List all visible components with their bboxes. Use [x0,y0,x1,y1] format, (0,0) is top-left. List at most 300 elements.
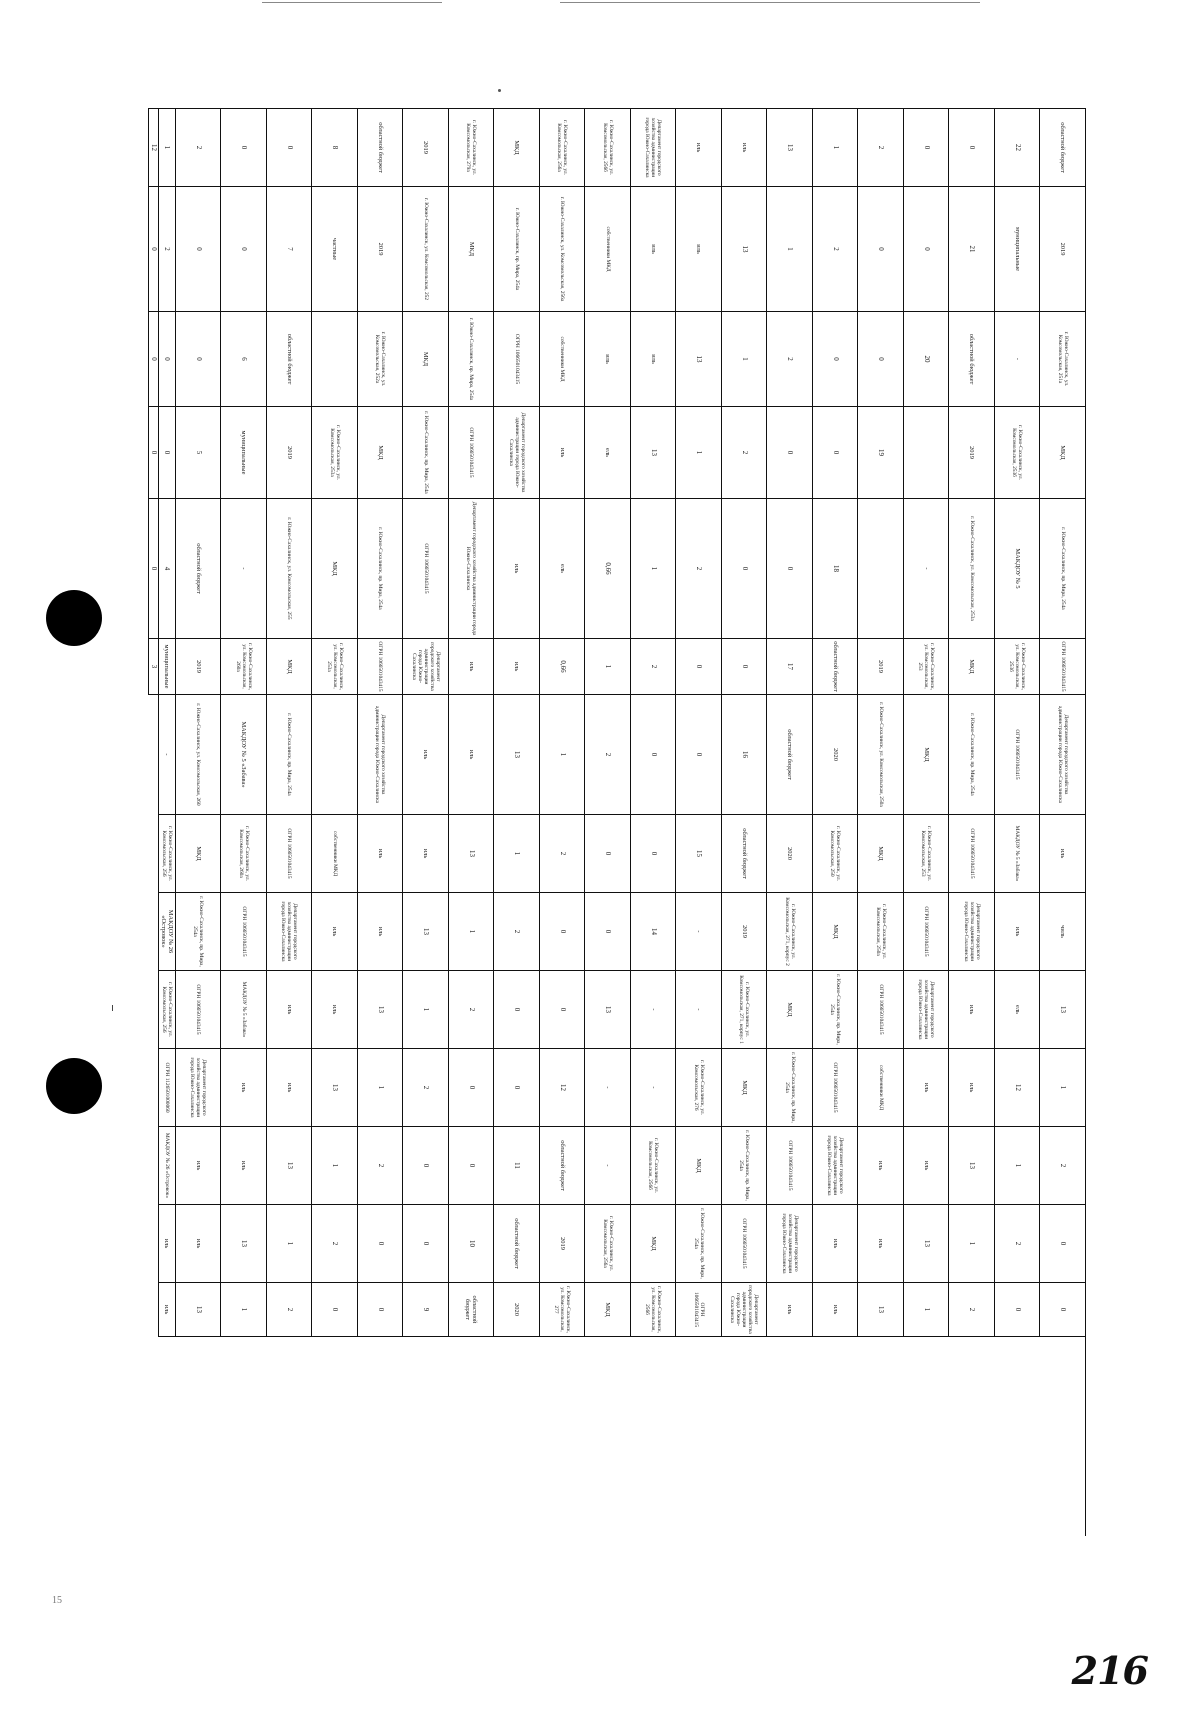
table-cell: ОГРН 1066501043415 [812,1049,858,1127]
table-cell: ОГРН 1066501043415 [994,695,1040,815]
table-cell: ОГРН 1066501043415 [1040,639,1086,695]
table-cell: 0 [148,187,158,312]
table-cell: частные [312,187,358,312]
row-number: 9 [403,1283,449,1337]
table-cell: 1 [721,312,767,407]
table-cell: ель [994,971,1040,1049]
table-cell: 0 [812,407,858,499]
table-cell: 2020 [494,1283,540,1337]
table-cell: г. Южно-Сахалинск, ул. Комсомольская, 260а [221,639,267,695]
table-cell: - [221,499,267,639]
table-cell: г. Южно-Сахалинск, пр. Мира, 254а [812,971,858,1049]
table-cell: 2 [175,109,221,187]
table-cell: МКД [812,893,858,971]
table-cell: г. Южно-Сахалинск, пр. Мира, 254а [357,499,403,639]
table-cell: иль [539,407,585,499]
table-cell: 12 [148,109,158,187]
table-cell: 0 [175,187,221,312]
table-cell: 0 [994,1283,1040,1337]
table-cell: собственники МКД [312,815,358,893]
table-cell: 2 [539,815,585,893]
table-cell: ОГРН 1066501043415 [858,971,904,1049]
row-number: 20 [903,312,949,407]
table-cell: 13 [949,1127,995,1205]
table-cell: г. Южно-Сахалинск, пр. Мира, 254а [721,1127,767,1205]
table-cell: иль [630,187,676,312]
table-cell: 0 [148,499,158,639]
table-cell: иль [903,1049,949,1127]
table-cell: муниципальные [994,187,1040,312]
table-cell: иль [266,971,312,1049]
table-cell: МАКДОУ № 5 «Забава» [221,695,267,815]
table-cell: 1 [676,407,722,499]
table-cell: 2019 [403,109,449,187]
table-cell: областной бюджет [812,639,858,695]
table-cell: Департамент городского хозяйства администрации города Южно-Сахалинска [767,1205,813,1283]
table-cell: г. Южно-Сахалинск, ул. Комсомольская, 260а [221,815,267,893]
table-cell: МКД [494,109,540,187]
margin-mark: 15 [52,1595,62,1606]
table-cell: иль [448,639,494,695]
table-cell: 0 [676,639,722,695]
row-number: 4 [158,499,175,639]
table-cell: 1 [357,1049,403,1127]
table-cell: иль [949,971,995,1049]
table-cell: 1 [585,639,631,695]
table-cell: - [585,1049,631,1127]
table-cell: областной бюджет [767,695,813,815]
row-number: 12 [539,1049,585,1127]
table-cell: 0 [357,1283,403,1337]
table-cell: 1 [312,1127,358,1205]
table-cell: 0 [676,695,722,815]
table-cell: МАКДОУ № 26 «Островок» [158,893,175,971]
registry-grid [148,108,1086,1536]
table-cell: г. Южно-Сахалинск, ул. Комсомольская, 279а [448,109,494,187]
table-cell: чиль [1040,893,1086,971]
table-cell: 2020 [812,695,858,815]
table-cell: МКД [903,695,949,815]
table-cell: МКД [403,312,449,407]
table-cell: областной бюджет [1040,109,1086,187]
table-cell: 2 [812,187,858,312]
table-cell: г. Южно-Сахалинск, ул. Комсомольская, 256б [585,109,631,187]
table-cell: 2019 [357,187,403,312]
table-cell: ОГРН 1066501043415 [676,1283,722,1337]
table-cell: 0 [630,815,676,893]
table-cell: иль [721,109,767,187]
table-cell: собственники МКД [858,1049,904,1127]
table-cell: 2 [585,695,631,815]
table-cell: 2 [266,1283,312,1337]
table-cell: 0 [903,109,949,187]
table-cell: 0 [494,971,540,1049]
table-cell: 2019 [1040,187,1086,312]
table-cell: ОГРН 1066501043415 [266,815,312,893]
table-cell: иль [494,639,540,695]
table-cell: 2 [403,1049,449,1127]
table-cell: Департамент городского хозяйства администрации города Южно-Сахалинска [403,639,449,695]
table-cell: МКД [1040,407,1086,499]
row-number: 16 [721,695,767,815]
table-cell: Департамент городского хозяйства администрации города Южно-Сахалинска [175,1049,221,1127]
table-cell: г. Южно-Сахалинск, ул. Комсомольская, 256а [539,109,585,187]
table-cell: 1 [403,971,449,1049]
row-number: 7 [266,187,312,312]
table-cell: г. Южно-Сахалинск, пр. Мира, 254а [494,187,540,312]
table-cell: МКД [266,639,312,695]
table-cell: иль [403,695,449,815]
table-cell: 0 [858,312,904,407]
table-cell: г. Южно-Сахалинск, ул. Комсомольская, 253 [903,639,949,695]
table-cell: иль [812,1205,858,1283]
table-cell: 0 [721,639,767,695]
row-number: 15 [676,815,722,893]
table-cell: иль [494,499,540,639]
table-cell: МАКДОУ № 5 «Забава» [994,815,1040,893]
table-cell: - [676,971,722,1049]
table-cell: МКД [585,1283,631,1337]
table-cell: ОГРН 1066501043415 [949,815,995,893]
table-cell: Департамент городского хозяйства администрации города Южно-Сахалинска [721,1283,767,1337]
table-cell: 0 [539,971,585,1049]
table-cell: 0 [448,1049,494,1127]
table-cell: Департамент городского хозяйства администрации города Южно-Сахалинска [812,1127,858,1205]
table-cell: 2019 [175,639,221,695]
table-cell: 13 [1040,971,1086,1049]
table-cell: ОГРН 1066501043415 [494,312,540,407]
table-cell: 13 [721,187,767,312]
table-cell: г. Южно-Сахалинск, ул. Комсомольская, 250а [858,695,904,815]
table-cell: иль [312,893,358,971]
table-cell: 2019 [266,407,312,499]
table-cell: ОГРН 1066501043415 [448,407,494,499]
table-cell: иль [676,187,722,312]
table-cell: 0 [403,1205,449,1283]
table-cell: 13 [858,1283,904,1337]
row-number: 3 [148,639,158,695]
table-cell: 1 [767,187,813,312]
table-cell: ОГРН 1066501043415 [175,971,221,1049]
table-cell: Департамент городского хозяйства администрации города Южно-Сахалинска [903,971,949,1049]
table-cell: г. Южно-Сахалинск, ул. Комсомольская, 256б [630,1127,676,1205]
table-cell: г. Южно-Сахалинск, ул. Комсомольская, 253б [994,407,1040,499]
page-number: 216 [1071,1648,1148,1693]
table-cell: 2019 [721,893,767,971]
table-cell: областной бюджет [175,499,221,639]
table-cell: 0 [403,1127,449,1205]
table-cell: г. Южно-Сахалинск, пр. Мира, 254а [767,1049,813,1127]
table-cell: иль [158,1205,175,1283]
page-top-rule [560,2,980,3]
table-cell: иль [221,1127,267,1205]
table-cell: 2 [767,312,813,407]
stray-mark [498,89,501,92]
table-cell: ОГРН 1126501000060 [158,1049,175,1127]
table-cell: 2 [312,1205,358,1283]
table-cell: г. Южно-Сахалинск, пр. Мира, 254а [403,407,449,499]
table-cell: 13 [221,1205,267,1283]
table-cell: 0,66 [539,639,585,695]
table-cell: 0 [158,312,175,407]
table-cell: г. Южно-Сахалинск, ул. Комсомольская, 256а [539,187,585,312]
table-cell: 2 [630,639,676,695]
table-cell: иль [994,893,1040,971]
table-cell: 1 [494,815,540,893]
table-cell: г. Южно-Сахалинск, ул. Комсомольская, 256 [158,971,175,1049]
table-cell: иль [949,1049,995,1127]
table-cell: 13 [448,815,494,893]
table-cell: 0 [721,499,767,639]
table-cell: 13 [630,407,676,499]
table-cell: иль [858,1127,904,1205]
table-cell: 0 [221,109,267,187]
table-cell: 0 [494,1049,540,1127]
table-cell: 12 [994,1049,1040,1127]
table-cell: 0 [148,407,158,499]
row-number: 21 [949,187,995,312]
table-cell: - [994,312,1040,407]
table-cell: 2 [949,1283,995,1337]
registry-table [150,108,1086,1536]
table-cell: МКД [175,815,221,893]
table-cell: г. Южно-Сахалинск, ул. Комсомольская, 250а [858,893,904,971]
table-cell: МКД [630,1205,676,1283]
table-cell: иль [158,1283,175,1337]
table-cell: 1 [221,1283,267,1337]
table-cell: 2 [448,971,494,1049]
table-cell: 0 [585,815,631,893]
table-cell: Департамент городского хозяйства администрации города Южно-Сахалинска [949,893,995,971]
table-cell: г. Южно-Сахалинск, ул. Комсомольская, 253б [994,639,1040,695]
table-cell: 13 [357,971,403,1049]
table-cell: 0 [266,109,312,187]
table-cell: Департамент городского хозяйства администрации города Южно-Сахалинска [357,695,403,815]
table-cell: МКД [676,1127,722,1205]
table-cell: ОГРН 1066501043415 [357,639,403,695]
table-cell: иль [630,312,676,407]
table-cell: МКД [357,407,403,499]
table-cell: г. Южно-Сахалинск, ул. Комсомольская, 252 [403,187,449,312]
table-cell: 0 [158,407,175,499]
row-number: 6 [221,312,267,407]
table-cell: г. Южно-Сахалинск, ул. Комсомольская, 271, корпус 2 [767,893,813,971]
table-cell: МАКДОУ № 26 «Островок» [158,1127,175,1205]
table-cell: г. Южно-Сахалинск, пр. Мира, 254а [949,695,995,815]
table-cell: 1 [949,1205,995,1283]
table-cell: 13 [903,1205,949,1283]
table-cell: 0 [539,893,585,971]
row-number: 17 [767,639,813,695]
row-number: 13 [585,971,631,1049]
table-cell: иль [221,1049,267,1127]
table-cell: 1 [158,109,175,187]
table-cell: областной бюджет [494,1205,540,1283]
table-cell: 0 [767,407,813,499]
table-cell: 13 [767,109,813,187]
table-cell: областной бюджет [721,815,767,893]
table-cell: иль [858,1205,904,1283]
table-cell: 13 [494,695,540,815]
table-cell: г. Южно-Сахалинск, пр. Мира, 254а [448,312,494,407]
table-cell: МКД [858,815,904,893]
table-cell: МАКДОУ № 5 «Забава» [221,971,267,1049]
table-cell: 0 [949,109,995,187]
table-cell: 0 [630,695,676,815]
table-cell: областной бюджет [266,312,312,407]
table-cell: 2 [1040,1127,1086,1205]
table-cell: иль [312,971,358,1049]
row-number: 18 [812,499,858,639]
punch-hole [46,590,102,646]
table-cell: 2 [494,893,540,971]
table-cell: г. Южно-Сахалинск, ул. Комсомольская, 253а [949,499,995,639]
table-cell [312,312,358,407]
table-cell: - [676,893,722,971]
table-cell: г. Южно-Сахалинск, ул. Комсомольская, 255 [266,499,312,639]
table-cell: г. Южно-Сахалинск, ул. Комсомольская, 260 [175,695,221,815]
table-cell: г. Южно-Сахалинск, ул. Комсомольская, 256 [158,815,175,893]
table-cell: иль [903,1127,949,1205]
table-cell: г. Южно-Сахалинск, ул. Комсомольская, 271, корпус 1 [721,971,767,1049]
table-cell: иль [403,815,449,893]
table-cell: 0 [175,312,221,407]
table-cell [903,407,949,499]
table-cell: г. Южно-Сахалинск, пр. Мира, 254а [1040,499,1086,639]
table-cell: 0 [858,187,904,312]
table-cell: 1 [812,109,858,187]
table-cell: 13 [676,312,722,407]
row-number: 11 [494,1127,540,1205]
table-cell: 13 [175,1283,221,1337]
table-cell: МКД [448,187,494,312]
row-number: 10 [448,1205,494,1283]
table-cell: иль [266,1049,312,1127]
table-cell: 2019 [949,407,995,499]
table-cell: иль [767,1283,813,1337]
table-cell: 0 [812,312,858,407]
table-cell: г. Южно-Сахалинск, пр. Мира, 254а [266,695,312,815]
table-cell: областной бюджет [539,1127,585,1205]
table-cell: ОГРН 1066501043415 [903,893,949,971]
table-cell: Департамент городского хозяйства администрации города Южно-Сахалинска [1040,695,1086,815]
table-cell: МКД [312,499,358,639]
table-cell: МАКДОУ № 5 [994,499,1040,639]
table-cell: иль [175,1205,221,1283]
table-cell: ель [539,499,585,639]
table-cell [312,695,358,815]
punch-hole [46,1058,102,1114]
row-number: 22 [994,109,1040,187]
table-cell: 2 [357,1127,403,1205]
table-cell: иль [448,695,494,815]
table-cell: 2 [994,1205,1040,1283]
table-cell: 1 [903,1283,949,1337]
table-cell: МКД [721,1049,767,1127]
table-cell: - [630,971,676,1049]
table-cell: г. Южно-Сахалинск, пр. Мира, 254а [175,893,221,971]
table-cell: г. Южно-Сахалинск, ул. Комсомольская, 253 [903,815,949,893]
table-cell: 13 [312,1049,358,1127]
table-cell: областной бюджет [357,109,403,187]
table-cell: г. Южно-Сахалинск, ул. Комсомольская, 256б [630,1283,676,1337]
table-cell: 2 [721,407,767,499]
table-cell: иль [676,109,722,187]
table-cell: ОГРН 1066501043415 [403,499,449,639]
table-cell: 0,66 [585,499,631,639]
table-cell: 0 [148,312,158,407]
row-number: 5 [175,407,221,499]
table-cell: иль [357,815,403,893]
table-cell: г. Южно-Сахалинск, ул. Комсомольская, 253а [312,639,358,695]
table-cell: г. Южно-Сахалинск, пр. Мира, 254а [676,1205,722,1283]
table-cell: - [903,499,949,639]
table-cell: муниципальные [158,639,175,695]
table-cell: ОГРН 1066501043415 [221,893,267,971]
table-cell: - [630,1049,676,1127]
table-cell: Департамент городского хозяйства администрации города Южно-Сахалинска [448,499,494,639]
table-cell: Департамент городского хозяйства администрации города Южно-Сахалинска [630,109,676,187]
table-cell: 0 [312,1283,358,1337]
table-cell: 2 [158,187,175,312]
table-cell: 0 [1040,1205,1086,1283]
table-cell: г. Южно-Сахалинск, ул. Комсомольская, 253а [312,407,358,499]
table-cell: 1 [630,499,676,639]
table-cell: иль [1040,815,1086,893]
table-cell: 0 [357,1205,403,1283]
table-cell: ОГРН 1066501043415 [721,1205,767,1283]
table-cell: областной бюджет [448,1283,494,1337]
table-cell: собственники МКД [539,312,585,407]
table-cell: 2019 [858,639,904,695]
table-cell: иль [357,893,403,971]
table-cell: г. Южно-Сахалинск, ул. Комсомольская, 250 [812,815,858,893]
page-top-rule [262,2,442,3]
table-cell: г. Южно-Сахалинск, ул. Комсомольская, 252а [357,312,403,407]
table-cell [858,499,904,639]
table-cell: 1 [266,1205,312,1283]
table-cell: г. Южно-Сахалинск, ул. Комсомольская, 251а [1040,312,1086,407]
table-cell: 0 [585,893,631,971]
table-cell: 13 [266,1127,312,1205]
table-cell: г. Южно-Сахалинск, ул. Комсомольская, 276 [676,1049,722,1127]
table-cell: 0 [448,1127,494,1205]
table-cell: - [585,1127,631,1205]
margin-tick [112,1005,113,1011]
table-cell: ель [585,407,631,499]
table-cell: иль [812,1283,858,1337]
table-cell: МКД [767,971,813,1049]
table-cell: 13 [403,893,449,971]
table-cell: 2 [858,109,904,187]
table-cell: иль [175,1127,221,1205]
table-cell: 1 [994,1127,1040,1205]
table-cell: Департамент городского хозяйства администрации города Южно-Сахалинска [266,893,312,971]
table-cell: областной бюджет [949,312,995,407]
table-cell: 0 [1040,1283,1086,1337]
table-cell: г. Южно-Сахалинск, ул. Комсомольская, 277 [539,1283,585,1337]
row-number: 8 [312,109,358,187]
table-cell: 1 [539,695,585,815]
table-cell: 0 [221,187,267,312]
table-cell: 0 [767,499,813,639]
table-cell: - [158,695,175,815]
table-cell: Департамент городского хозяйства администрации города Южно-Сахалинска [494,407,540,499]
table-cell: 2019 [539,1205,585,1283]
row-number: 14 [630,893,676,971]
table-cell: 1 [448,893,494,971]
table-cell: г. Южно-Сахалинск, ул. Комсомольская, 256а [585,1205,631,1283]
